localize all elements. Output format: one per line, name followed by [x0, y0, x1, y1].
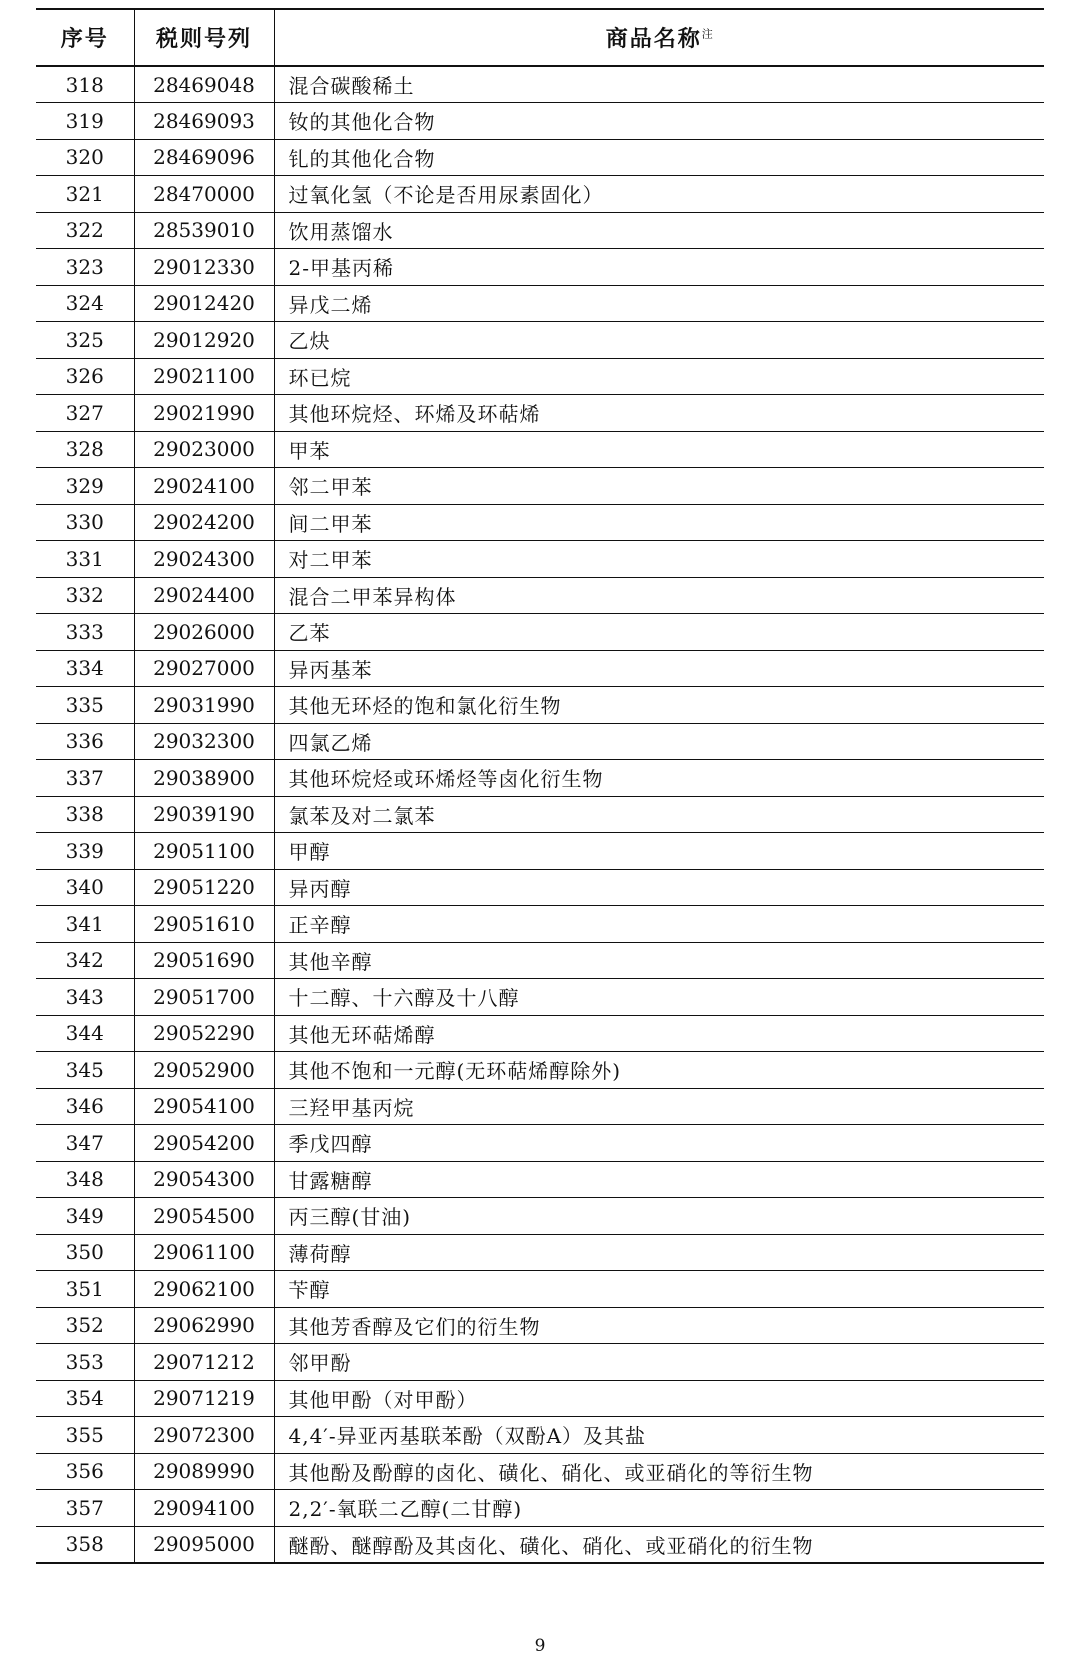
header-seq: 序号 [36, 9, 134, 66]
table-row [36, 760, 1044, 797]
table-row [36, 541, 1044, 578]
row-seq: 330 [36, 504, 134, 541]
table-row [36, 1380, 1044, 1417]
row-seq: 331 [36, 541, 134, 578]
row-commodity-name: 其他甲酚（对甲酚） [274, 1380, 1044, 1417]
commodity-table [36, 8, 1044, 1564]
row-seq: 337 [36, 760, 134, 797]
row-seq: 318 [36, 66, 134, 103]
table-row [36, 1198, 1044, 1235]
row-commodity-name: 季戊四醇 [274, 1125, 1044, 1162]
row-tariff-code: 29023000 [134, 431, 274, 468]
table-row [36, 1344, 1044, 1381]
row-seq: 345 [36, 1052, 134, 1089]
row-commodity-name: 醚酚、醚醇酚及其卤化、磺化、硝化、或亚硝化的衍生物 [274, 1526, 1044, 1563]
table-row [36, 650, 1044, 687]
row-commodity-name: 异丙醇 [274, 869, 1044, 906]
row-seq: 319 [36, 103, 134, 140]
row-commodity-name: 对二甲苯 [274, 541, 1044, 578]
row-tariff-code: 29012330 [134, 249, 274, 286]
table-row [36, 833, 1044, 870]
row-commodity-name: 邻甲酚 [274, 1344, 1044, 1381]
row-commodity-name: 异戊二烯 [274, 285, 1044, 322]
row-tariff-code: 29062990 [134, 1307, 274, 1344]
row-tariff-code: 29038900 [134, 760, 274, 797]
row-seq: 340 [36, 869, 134, 906]
row-tariff-code: 29095000 [134, 1526, 274, 1563]
row-seq: 351 [36, 1271, 134, 1308]
row-tariff-code: 29024200 [134, 504, 274, 541]
row-commodity-name: 其他无环烃的饱和氯化衍生物 [274, 687, 1044, 724]
row-commodity-name: 4,4′-异亚丙基联苯酚（双酚A）及其盐 [274, 1417, 1044, 1454]
row-commodity-name: 正辛醇 [274, 906, 1044, 943]
row-seq: 336 [36, 723, 134, 760]
table-row [36, 1015, 1044, 1052]
row-commodity-name: 苄醇 [274, 1271, 1044, 1308]
table-row [36, 1234, 1044, 1271]
row-tariff-code: 29054500 [134, 1198, 274, 1235]
table-row [36, 614, 1044, 651]
row-tariff-code: 29072300 [134, 1417, 274, 1454]
table-row [36, 1307, 1044, 1344]
row-seq: 321 [36, 176, 134, 213]
row-commodity-name: 邻二甲苯 [274, 468, 1044, 505]
header-commodity-name [274, 9, 1044, 66]
table-row [36, 869, 1044, 906]
row-commodity-name: 其他环烷烃、环烯及环萜烯 [274, 395, 1044, 432]
row-commodity-name: 其他酚及酚醇的卤化、磺化、硝化、或亚硝化的等衍生物 [274, 1453, 1044, 1490]
header-note-mark: 注 [701, 27, 713, 41]
table-row [36, 796, 1044, 833]
row-seq: 347 [36, 1125, 134, 1162]
row-commodity-name: 甘露糖醇 [274, 1161, 1044, 1198]
row-seq: 326 [36, 358, 134, 395]
table-row [36, 1161, 1044, 1198]
row-tariff-code: 29032300 [134, 723, 274, 760]
row-commodity-name: 异丙基苯 [274, 650, 1044, 687]
row-commodity-name: 乙苯 [274, 614, 1044, 651]
table-row [36, 139, 1044, 176]
row-commodity-name: 混合碳酸稀土 [274, 66, 1044, 103]
row-tariff-code: 28470000 [134, 176, 274, 213]
row-commodity-name: 过氧化氢（不论是否用尿素固化） [274, 176, 1044, 213]
row-tariff-code: 29051610 [134, 906, 274, 943]
table-row [36, 1052, 1044, 1089]
row-tariff-code: 29012420 [134, 285, 274, 322]
table-row [36, 395, 1044, 432]
table-row [36, 212, 1044, 249]
row-tariff-code: 29094100 [134, 1490, 274, 1527]
row-commodity-name: 2,2′-氧联二乙醇(二甘醇) [274, 1490, 1044, 1527]
row-commodity-name: 饮用蒸馏水 [274, 212, 1044, 249]
row-seq: 322 [36, 212, 134, 249]
row-seq: 349 [36, 1198, 134, 1235]
row-commodity-name: 薄荷醇 [274, 1234, 1044, 1271]
table-row [36, 687, 1044, 724]
table-row [36, 1453, 1044, 1490]
row-seq: 332 [36, 577, 134, 614]
row-tariff-code: 28469096 [134, 139, 274, 176]
row-commodity-name: 三羟甲基丙烷 [274, 1088, 1044, 1125]
row-commodity-name: 钕的其他化合物 [274, 103, 1044, 140]
table-row [36, 103, 1044, 140]
row-seq: 328 [36, 431, 134, 468]
page-number: 9 [534, 1636, 546, 1656]
row-commodity-name: 其他芳香醇及它们的衍生物 [274, 1307, 1044, 1344]
table-header-row [36, 9, 1044, 66]
table-row [36, 942, 1044, 979]
row-tariff-code: 29024400 [134, 577, 274, 614]
table-header [36, 9, 1044, 66]
row-seq: 353 [36, 1344, 134, 1381]
table-row [36, 577, 1044, 614]
row-seq: 343 [36, 979, 134, 1016]
row-seq: 329 [36, 468, 134, 505]
row-seq: 354 [36, 1380, 134, 1417]
row-seq: 346 [36, 1088, 134, 1125]
row-tariff-code: 29024100 [134, 468, 274, 505]
row-commodity-name: 甲苯 [274, 431, 1044, 468]
table-row [36, 285, 1044, 322]
row-seq: 327 [36, 395, 134, 432]
row-tariff-code: 29027000 [134, 650, 274, 687]
row-seq: 320 [36, 139, 134, 176]
row-tariff-code: 29021100 [134, 358, 274, 395]
table-row [36, 723, 1044, 760]
row-tariff-code: 29052900 [134, 1052, 274, 1089]
row-tariff-code: 29062100 [134, 1271, 274, 1308]
row-commodity-name: 环已烷 [274, 358, 1044, 395]
row-seq: 350 [36, 1234, 134, 1271]
row-seq: 357 [36, 1490, 134, 1527]
row-tariff-code: 28539010 [134, 212, 274, 249]
row-tariff-code: 28469048 [134, 66, 274, 103]
row-commodity-name: 十二醇、十六醇及十八醇 [274, 979, 1044, 1016]
row-commodity-name: 间二甲苯 [274, 504, 1044, 541]
row-commodity-name: 四氯乙烯 [274, 723, 1044, 760]
row-tariff-code: 29051220 [134, 869, 274, 906]
header-tariff-code: 税则号列 [134, 9, 274, 66]
row-tariff-code: 29054300 [134, 1161, 274, 1198]
row-commodity-name: 其他无环萜烯醇 [274, 1015, 1044, 1052]
row-seq: 352 [36, 1307, 134, 1344]
row-seq: 325 [36, 322, 134, 359]
table-row [36, 504, 1044, 541]
row-seq: 333 [36, 614, 134, 651]
row-commodity-name: 丙三醇(甘油) [274, 1198, 1044, 1235]
row-seq: 339 [36, 833, 134, 870]
row-tariff-code: 29054100 [134, 1088, 274, 1125]
row-tariff-code: 29051100 [134, 833, 274, 870]
table-row [36, 979, 1044, 1016]
row-commodity-name: 钆的其他化合物 [274, 139, 1044, 176]
row-tariff-code: 29071219 [134, 1380, 274, 1417]
row-tariff-code: 29052290 [134, 1015, 274, 1052]
table-row [36, 906, 1044, 943]
table-body [36, 66, 1044, 1563]
row-tariff-code: 29026000 [134, 614, 274, 651]
row-seq: 335 [36, 687, 134, 724]
table-row [36, 176, 1044, 213]
row-tariff-code: 29039190 [134, 796, 274, 833]
row-seq: 323 [36, 249, 134, 286]
row-tariff-code: 29089990 [134, 1453, 274, 1490]
row-commodity-name: 乙炔 [274, 322, 1044, 359]
table-row [36, 1088, 1044, 1125]
row-seq: 338 [36, 796, 134, 833]
table-row [36, 66, 1044, 103]
row-tariff-code: 29012920 [134, 322, 274, 359]
row-seq: 324 [36, 285, 134, 322]
row-commodity-name: 其他辛醇 [274, 942, 1044, 979]
table-row [36, 1490, 1044, 1527]
row-tariff-code: 29021990 [134, 395, 274, 432]
header-commodity-name-label: 商品名称 [605, 27, 702, 52]
table-row [36, 249, 1044, 286]
row-seq: 358 [36, 1526, 134, 1563]
table-row [36, 1417, 1044, 1454]
table-row [36, 1271, 1044, 1308]
row-commodity-name: 混合二甲苯异构体 [274, 577, 1044, 614]
row-seq: 355 [36, 1417, 134, 1454]
row-seq: 348 [36, 1161, 134, 1198]
row-seq: 342 [36, 942, 134, 979]
row-commodity-name: 其他环烷烃或环烯烃等卤化衍生物 [274, 760, 1044, 797]
table-row [36, 358, 1044, 395]
table-row [36, 1125, 1044, 1162]
row-tariff-code: 29051690 [134, 942, 274, 979]
table-row [36, 1526, 1044, 1563]
row-seq: 356 [36, 1453, 134, 1490]
row-commodity-name: 其他不饱和一元醇(无环萜烯醇除外) [274, 1052, 1044, 1089]
row-tariff-code: 29054200 [134, 1125, 274, 1162]
row-commodity-name: 2-甲基丙稀 [274, 249, 1044, 286]
row-tariff-code: 29071212 [134, 1344, 274, 1381]
table-row [36, 468, 1044, 505]
row-seq: 334 [36, 650, 134, 687]
row-tariff-code: 29051700 [134, 979, 274, 1016]
row-seq: 341 [36, 906, 134, 943]
row-tariff-code: 29024300 [134, 541, 274, 578]
table-row [36, 431, 1044, 468]
row-seq: 344 [36, 1015, 134, 1052]
row-tariff-code: 28469093 [134, 103, 274, 140]
row-commodity-name: 氯苯及对二氯苯 [274, 796, 1044, 833]
table-row [36, 322, 1044, 359]
row-commodity-name: 甲醇 [274, 833, 1044, 870]
row-tariff-code: 29031990 [134, 687, 274, 724]
row-tariff-code: 29061100 [134, 1234, 274, 1271]
